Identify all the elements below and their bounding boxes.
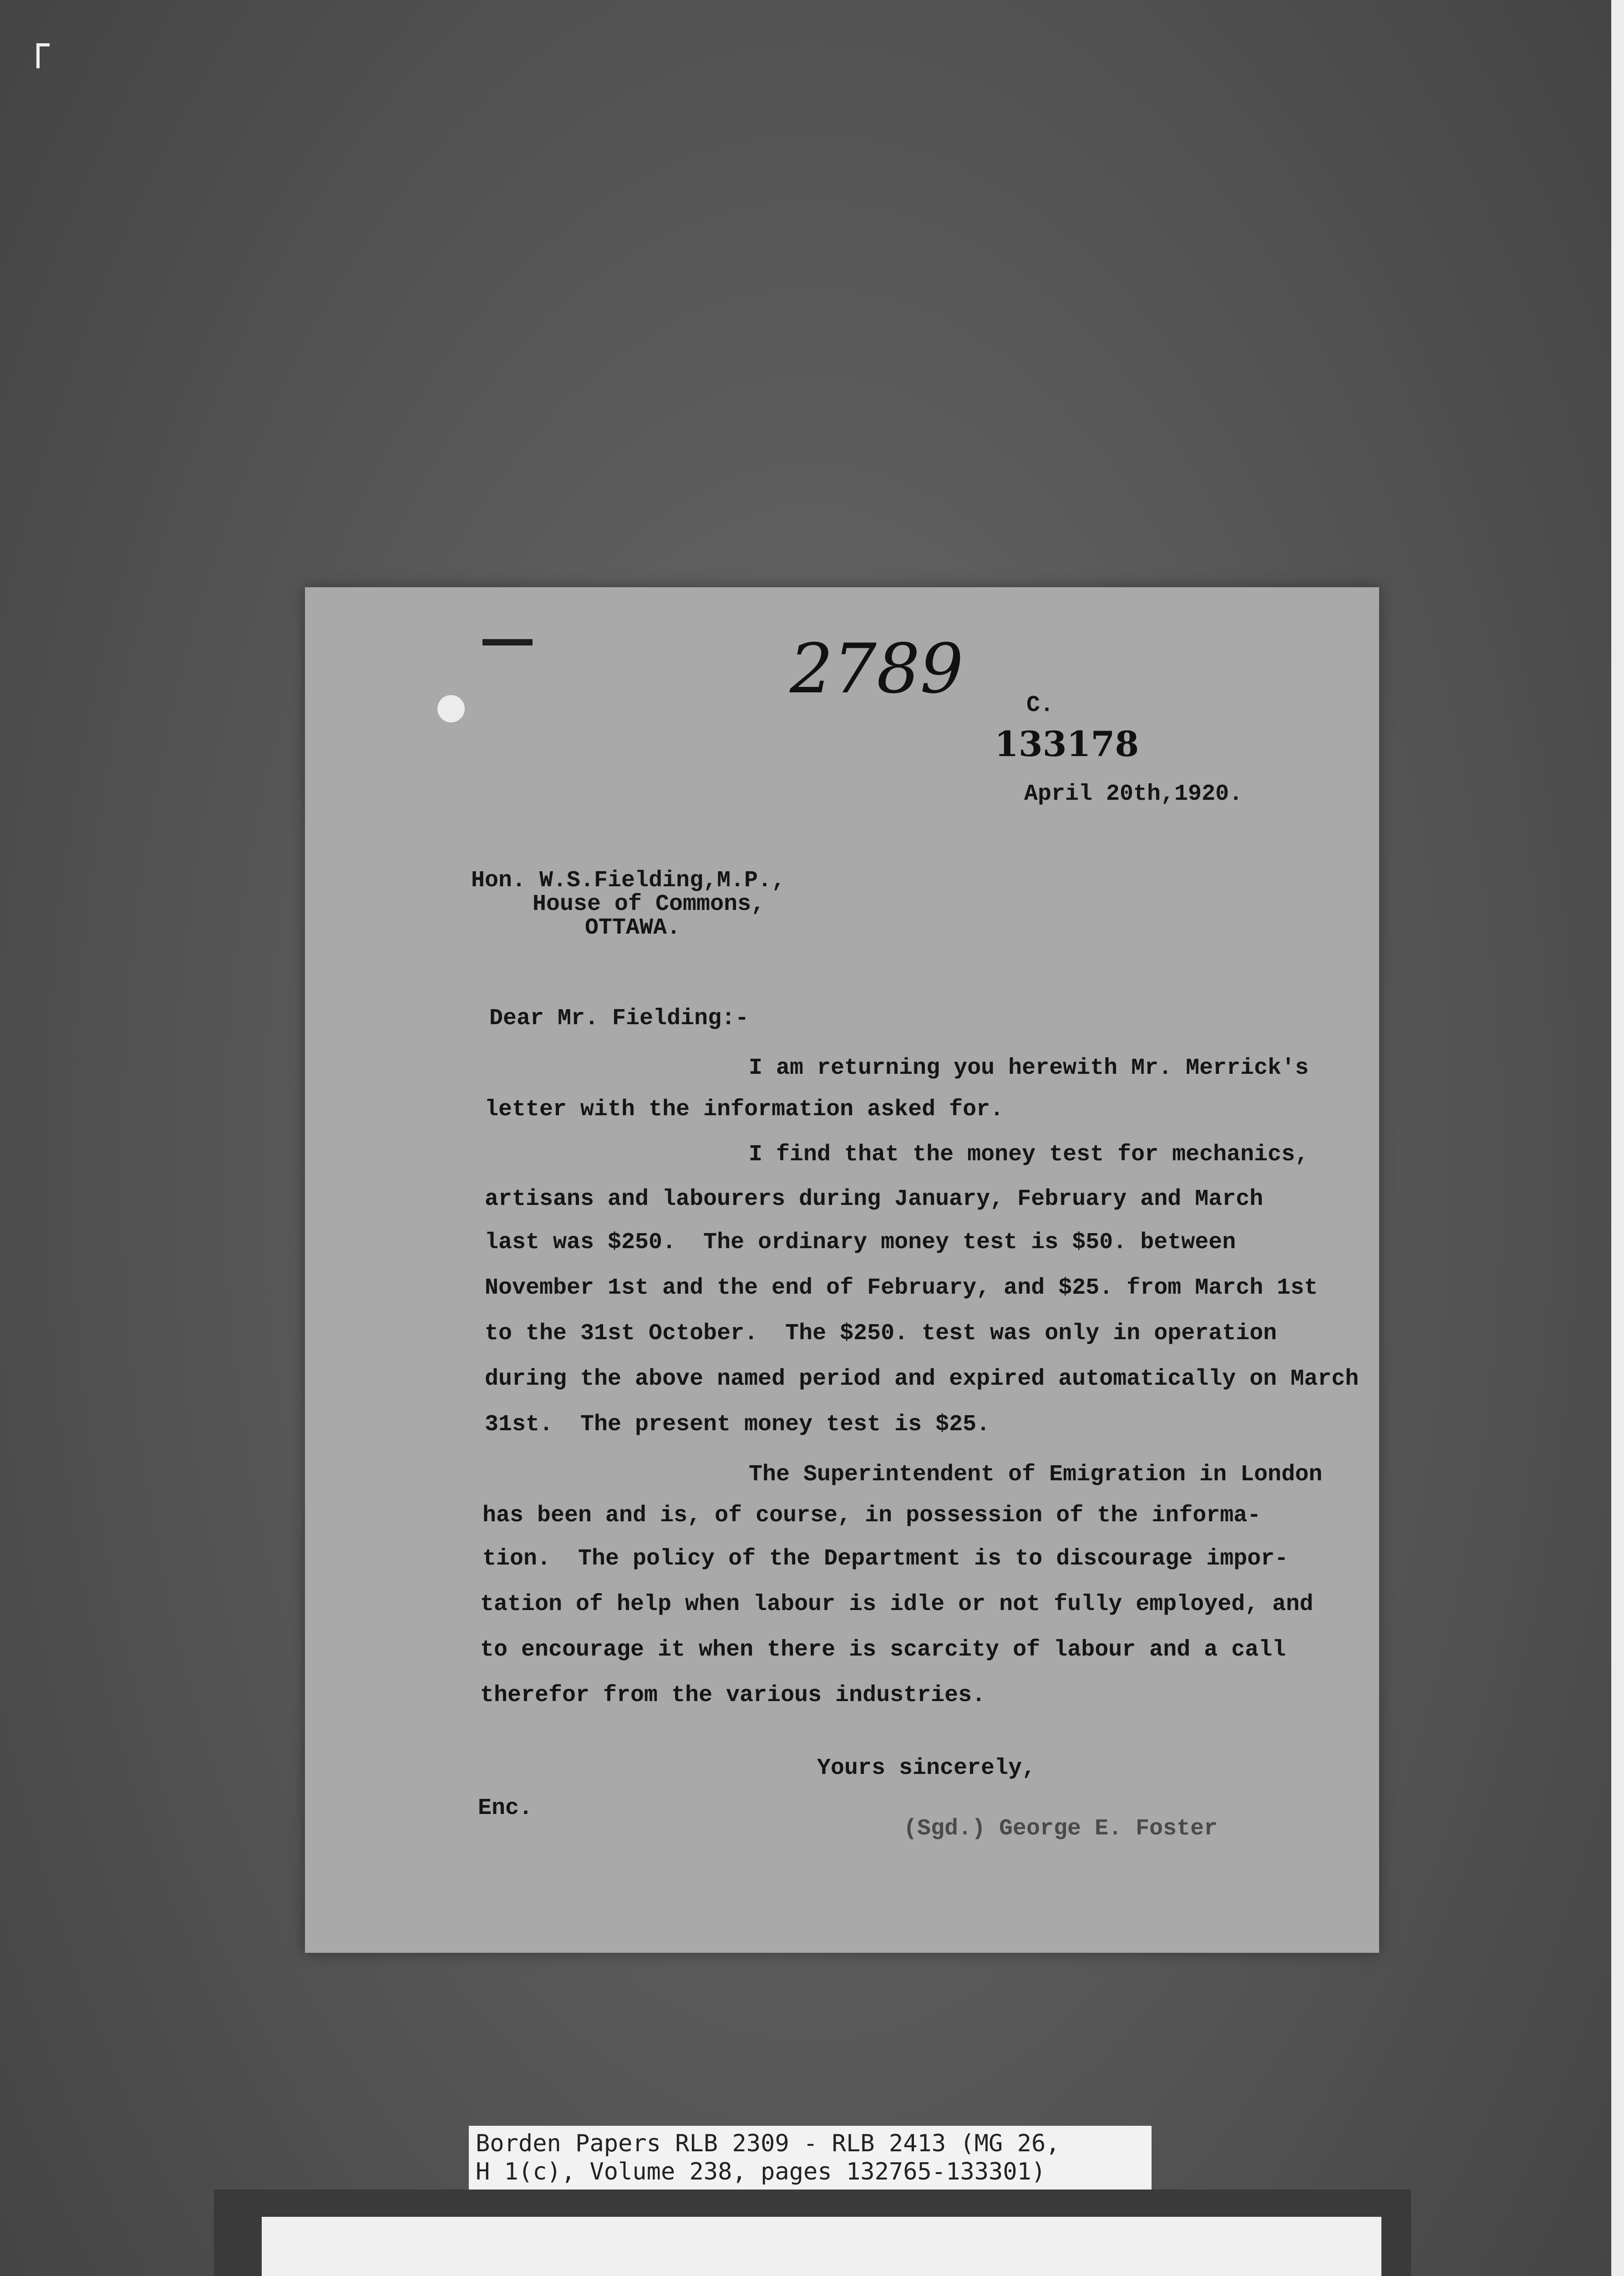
body-line: The Superintendent of Emigration in London [749, 1462, 1323, 1488]
body-line: I am returning you herewith Mr. Merrick's [749, 1055, 1309, 1081]
addressee-line: OTTAWA. [585, 915, 681, 941]
reference-line: Borden Papers RLB 2309 - RLB 2413 (MG 26, [476, 2130, 1060, 2157]
body-line: I find that the money test for mechanics, [749, 1142, 1309, 1168]
enclosure-note: Enc. [478, 1795, 533, 1821]
dash-mark [482, 639, 533, 645]
body-line: to the 31st October. The $250. test was only in operation [485, 1321, 1277, 1346]
letter-initial: C. [1026, 692, 1054, 718]
salutation: Dear Mr. Fielding:- [489, 1006, 749, 1031]
body-line: during the above named period and expired automatically on March [485, 1366, 1359, 1392]
body-line: 31st. The present money test is $25. [485, 1412, 990, 1438]
reference-line: H 1(c), Volume 238, pages 132765-133301) [476, 2158, 1046, 2185]
body-line: last was $250. The ordinary money test is $50. between [485, 1229, 1236, 1255]
body-line: tation of help when labour is idle or not fully employed, and [480, 1591, 1314, 1617]
body-line: tion. The policy of the Department is to discourage impor- [482, 1546, 1289, 1572]
body-line: has been and is, of course, in possession of the informa- [482, 1503, 1261, 1529]
body-line: therefor from the various industries. [480, 1682, 986, 1708]
body-line: to encourage it when there is scarcity of labour and a call [480, 1637, 1286, 1663]
body-line: artisans and labourers during January, February and March [485, 1186, 1264, 1212]
archive-card [262, 2217, 1381, 2276]
addressee-line: House of Commons, [533, 891, 765, 917]
signature: (Sgd.) George E. Foster [903, 1816, 1218, 1842]
closing: Yours sincerely, [817, 1755, 1036, 1781]
film-edge [1611, 0, 1624, 2276]
file-number: 133178 [995, 724, 1139, 764]
body-line: letter with the information asked for. [485, 1097, 1004, 1123]
corner-crop-mark [36, 43, 50, 68]
handwritten-number: 2789 [790, 630, 964, 709]
punch-hole [437, 695, 465, 722]
addressee-line: Hon. W.S.Fielding,M.P., [471, 868, 786, 894]
letter-date: April 20th,1920. [1024, 781, 1243, 807]
body-line: November 1st and the end of February, and $25. from March 1st [485, 1275, 1318, 1301]
